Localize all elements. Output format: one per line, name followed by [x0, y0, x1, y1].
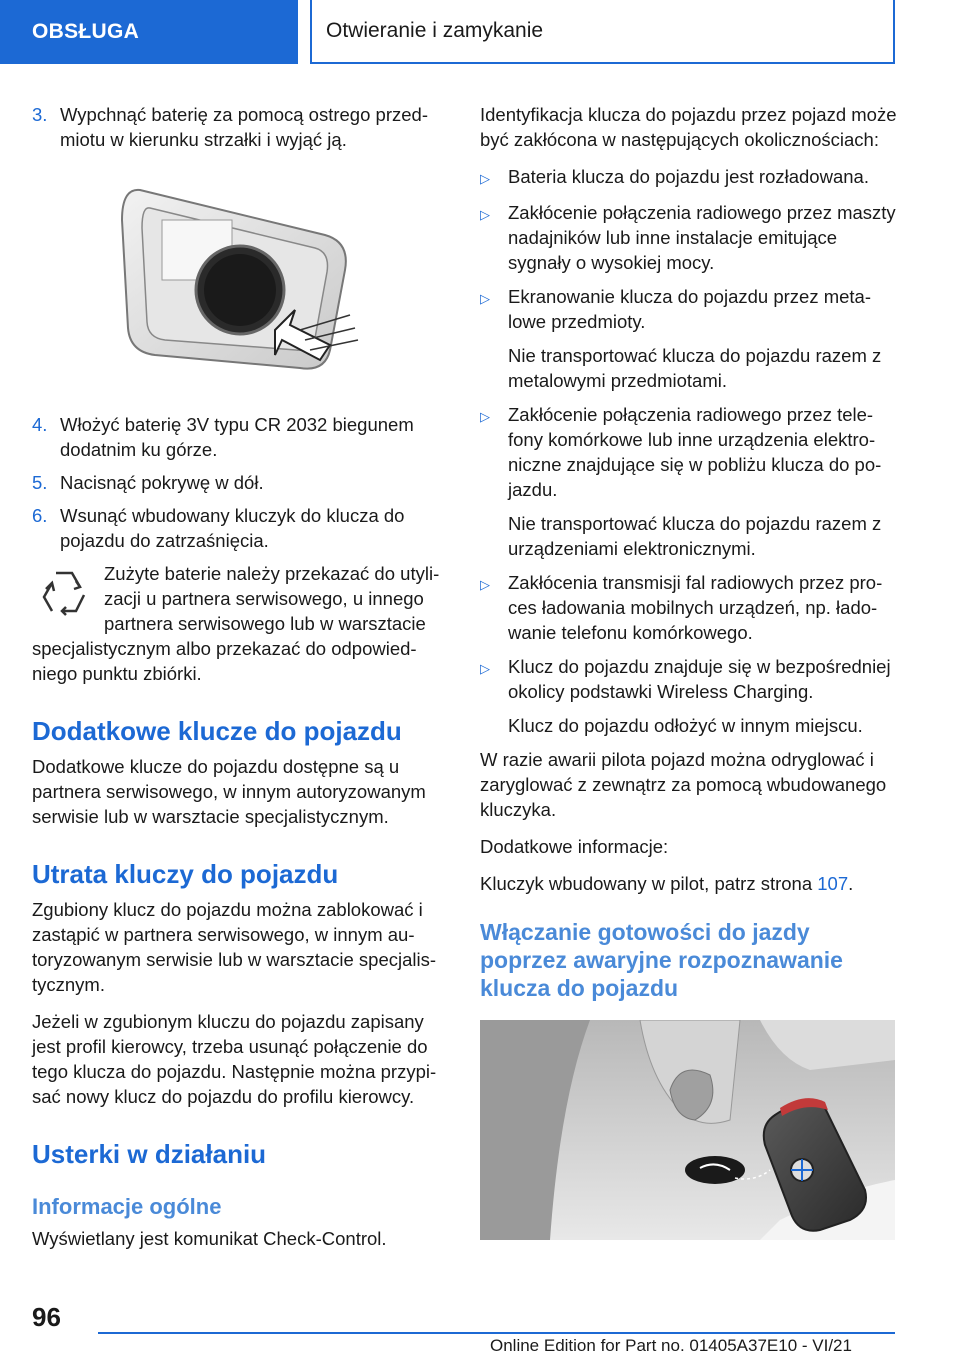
list-item-note: Nie transportować klucza do pojazdu razem z metalowymi przedmiotami. — [508, 345, 882, 391]
step-5 — [32, 470, 452, 495]
reference-end: . — [848, 873, 854, 894]
footer-divider — [98, 1332, 895, 1334]
list-item-note: Nie transportować klucza do pojazdu razem z urządzeniami elektronicznymi. — [508, 513, 882, 559]
recycle-icon — [34, 565, 94, 621]
section-title: OBSŁUGA — [32, 20, 140, 43]
triangle-bullet-icon: ▷ — [480, 291, 490, 306]
paragraph-general-info: Wyświetlany jest komunikat Check-Control. — [32, 1228, 387, 1249]
list-item-text: Zakłócenie połączenia radiowego przez telefony komórkowe lub inne urządzenia elektroniczne znajdujące się w pobliżu klucza do pojazdu. — [508, 404, 882, 500]
step-4 — [32, 412, 452, 462]
list-item — [480, 200, 898, 275]
recycle-note — [32, 561, 452, 686]
heading-general-info: Informacje ogólne — [32, 1194, 222, 1219]
step-3 — [32, 102, 452, 152]
triangle-bullet-icon: ▷ — [480, 661, 490, 676]
step-6 — [32, 503, 452, 553]
step-text: Wsunąć wbudowany kluczyk do klucza do pojazdu do zatrzaśnięcia. — [60, 505, 405, 551]
footer-edition: Online Edition for Part no. 01405A37E10 - VI/21 — [490, 1336, 852, 1355]
paragraph-lost-keys-1: Zgubiony klucz do pojazdu można zablokować i zastąpić w partnera serwisowego, w innym autoryzowanym serwisie lub w warsztacie specjalistycznym. — [32, 899, 437, 995]
heading-lost-keys: Utrata kluczy do pojazdu — [32, 859, 339, 889]
paragraph-reference — [480, 871, 898, 896]
step-number: 6. — [32, 505, 48, 526]
step-number: 4. — [32, 414, 48, 435]
step-text: Nacisnąć pokrywę w dół. — [60, 472, 264, 493]
list-item-text: Ekranowanie klucza do pojazdu przez metalowe przedmioty. — [508, 286, 872, 332]
paragraph-additional-keys: Dodatkowe klucze do pojazdu dostępne są u partnera serwisowego, w innym autoryzowanym serwisie lub w warsztacie specjalistycznym. — [32, 756, 426, 827]
list-item — [480, 570, 898, 645]
list-item-note: Klucz do pojazdu odłożyć w innym miejscu. — [508, 715, 863, 736]
heading-faults: Usterki w działaniu — [32, 1139, 267, 1169]
recycle-text: Zużyte baterie należy przekazać do utylizacji u partnera serwisowego, u innego partnera serwisowego lub w warsztacie specjalistycznym albo przekazać do odpowiedniego punktu zbiórki. — [32, 563, 440, 684]
triangle-bullet-icon: ▷ — [480, 577, 490, 592]
list-item-text: Bateria klucza do pojazdu jest rozładowana. — [508, 166, 869, 187]
list-item — [480, 164, 898, 191]
paragraph-more-info: Dodatkowe informacje: — [480, 836, 669, 857]
right-column — [480, 102, 898, 1240]
list-item-text: Klucz do pojazdu znajduje się w bezpośredniej okolicy podstawki Wireless Charging. — [508, 656, 891, 702]
list-item — [480, 402, 898, 502]
list-item-text: Zakłócenia transmisji fal radiowych przez proces ładowania mobilnych urządzeń, np. ładowanie telefonu komórkowego. — [508, 572, 883, 643]
heading-emergency-detection: Włączanie gotowości do jazdy poprzez awaryjne rozpoznawanie klucza do pojazdu — [480, 919, 843, 1001]
section-tab — [0, 0, 298, 64]
paragraph-intro: Identyfikacja klucza do pojazdu przez pojazd może być zakłócona w następujących okolicznościach: — [480, 104, 897, 150]
chapter-header — [310, 0, 895, 64]
step-text: Wypchnąć baterię za pomocą ostrego przedmiotu w kierunku strzałki i wyjąć ją. — [60, 104, 428, 150]
step-number: 5. — [32, 472, 48, 493]
list-item — [480, 654, 898, 704]
paragraph-lost-keys-2: Jeżeli w zgubionym kluczu do pojazdu zapisany jest profil kierowcy, trzeba usunąć połączenie do tego klucza do pojazdu. Następnie można przypisać nowy klucz do pojazdu do profilu kierowcy. — [32, 1011, 437, 1107]
reference-text: Kluczyk wbudowany w pilot, patrz strona — [480, 873, 818, 894]
page-number: 96 — [32, 1302, 61, 1332]
page-reference-link[interactable]: 107 — [817, 873, 849, 894]
step-number: 3. — [32, 104, 48, 125]
list-item — [480, 284, 898, 334]
left-column — [32, 102, 452, 1263]
chapter-title: Otwieranie i zamykanie — [326, 19, 544, 42]
heading-additional-keys: Dodatkowe klucze do pojazdu — [32, 716, 402, 746]
triangle-bullet-icon: ▷ — [480, 207, 490, 222]
paragraph-emergency: W razie awarii pilota pojazd można odryglować i zaryglować z zewnątrz za pomocą wbudowanego kluczyka. — [480, 749, 887, 820]
triangle-bullet-icon: ▷ — [480, 171, 490, 186]
car-console-key-illustration — [480, 1020, 895, 1240]
list-item-text: Zakłócenie połączenia radiowego przez maszty nadajników lub inne instalacje emitujące sygnały o wysokiej mocy. — [508, 202, 896, 273]
key-battery-illustration — [110, 180, 370, 380]
triangle-bullet-icon: ▷ — [480, 409, 490, 424]
step-text: Włożyć baterię 3V typu CR 2032 biegunem dodatnim ku górze. — [60, 414, 414, 460]
